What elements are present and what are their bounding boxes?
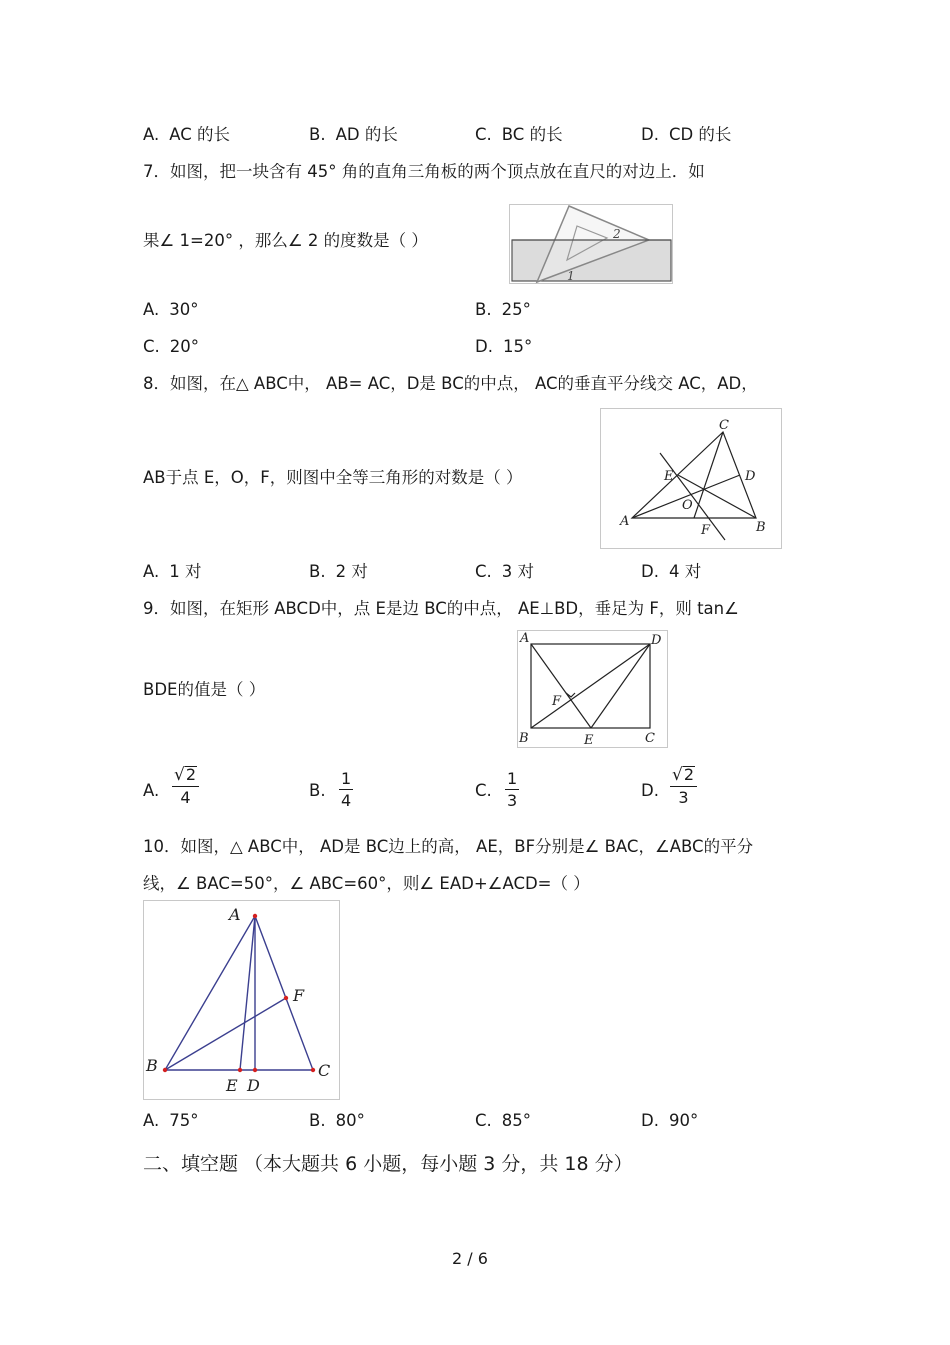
q10-label-C: C — [318, 1061, 331, 1080]
q8-label-D: D — [745, 469, 756, 484]
q6-option-a: A. AC 的长 — [143, 125, 231, 144]
q9-label-C: C — [645, 731, 655, 746]
q8-label-E: E — [664, 469, 674, 484]
q9-option-c-letter: C. — [475, 781, 492, 800]
q8-label-O: O — [682, 498, 693, 513]
q9-label-A: A — [520, 631, 530, 646]
q6-option-b: B. AD 的长 — [309, 125, 398, 144]
q8-option-b: B. 2 对 — [309, 562, 368, 581]
q10-option-d: D. 90° — [641, 1111, 699, 1130]
q6-option-c: C. BC 的长 — [475, 125, 563, 144]
q9-option-d-letter: D. — [641, 781, 659, 800]
q10-triangle-figure — [143, 900, 340, 1100]
q7-option-b: B. 25° — [475, 300, 531, 319]
q8-option-c: C. 3 对 — [475, 562, 535, 581]
q8-stem-line2: AB于点 E，O，F，则图中全等三角形的对数是（ ） — [143, 468, 523, 487]
q10-option-b: B. 80° — [309, 1111, 365, 1130]
q7-ruler-triangle-figure — [509, 204, 673, 284]
q9-stem-line2: BDE的值是（ ） — [143, 680, 266, 699]
q10-label-D: D — [247, 1076, 260, 1095]
section-2-heading: 二、填空题 （本大题共 6 小题，每小题 3 分，共 18 分） — [143, 1153, 633, 1175]
q7-label-2: 2 — [613, 227, 621, 241]
q8-option-a: A. 1 对 — [143, 562, 202, 581]
q9-option-a-fraction: √ 2 4 — [172, 766, 199, 806]
q9-stem-line1: 9．如图，在矩形 ABCD中，点 E是边 BC的中点， AE⊥BD，垂足为 F，则 tan∠ — [143, 599, 739, 618]
q10-label-E: E — [226, 1076, 238, 1095]
q8-label-A: A — [620, 514, 630, 529]
q8-label-F: F — [701, 523, 711, 538]
q8-label-B: B — [756, 520, 766, 535]
q10-stem-line1: 10．如图，△ ABC中， AD是 BC边上的高， AE，BF分别是∠ BAC，∠ABC的平分 — [143, 837, 754, 856]
page-number: 2 / 6 — [452, 1249, 488, 1268]
q10-label-A: A — [229, 905, 241, 924]
q10-option-a: A. 75° — [143, 1111, 199, 1130]
q7-stem-line2: 果∠ 1=20° ，那么∠ 2 的度数是（ ） — [143, 231, 428, 250]
q7-option-a: A. 30° — [143, 300, 199, 319]
q8-triangle-figure — [600, 408, 782, 549]
q9-rectangle-figure — [517, 630, 668, 748]
q7-label-1: 1 — [567, 269, 575, 283]
q9-option-b-letter: B. — [309, 781, 326, 800]
q7-option-d: D. 15° — [475, 337, 533, 356]
q10-option-c: C. 85° — [475, 1111, 532, 1130]
q8-stem-line1: 8．如图，在△ ABC中， AB= AC，D是 BC的中点， AC的垂直平分线交 AC，AD， — [143, 374, 758, 393]
q9-label-B: B — [519, 731, 529, 746]
q9-option-b-fraction: $\frac{1}{4}$ — [341, 769, 352, 810]
q10-label-F: F — [293, 986, 305, 1005]
q8-option-d: D. 4 对 — [641, 562, 702, 581]
q9-label-E: E — [584, 733, 594, 748]
q7-stem-line1: 7．如图，把一块含有 45° 角的直角三角板的两个顶点放在直尺的对边上．如 — [143, 162, 705, 181]
q9-option-c-fraction: $\frac{1}{3}$ — [507, 769, 518, 810]
q8-label-C: C — [719, 418, 729, 433]
q9-option-a-letter: A. — [143, 781, 160, 800]
q9-label-F: F — [552, 694, 562, 709]
q6-option-d: D. CD 的长 — [641, 125, 732, 144]
q7-option-c: C. 20° — [143, 337, 200, 356]
q10-label-B: B — [146, 1056, 158, 1075]
q9-label-D: D — [651, 633, 662, 648]
q9-option-d-fraction: √ 2 3 — [670, 766, 697, 806]
q10-stem-line2: 线，∠ BAC=50°，∠ ABC=60°，则∠ EAD+∠ACD=（ ） — [143, 874, 590, 893]
